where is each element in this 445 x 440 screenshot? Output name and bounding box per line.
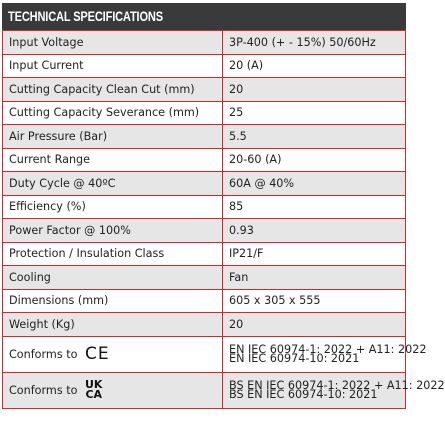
table-row — [3, 219, 406, 243]
row-value: 25 — [223, 101, 406, 125]
table-row — [3, 242, 406, 266]
row-label — [3, 336, 223, 372]
ce-mark-icon: CE — [85, 344, 110, 364]
row-label: Cooling — [3, 266, 223, 290]
row-label: Input Current — [3, 54, 223, 78]
row-label: Dimensions (mm) — [3, 289, 223, 313]
table-row — [3, 54, 406, 78]
table-row — [3, 78, 406, 102]
row-label: Weight (Kg) — [3, 313, 223, 337]
row-label: Input Voltage — [3, 31, 223, 55]
row-value — [223, 336, 427, 372]
row-value: 605 x 305 x 555 — [223, 289, 406, 313]
conformity-cell — [9, 380, 216, 400]
conformity-row-ce — [3, 336, 406, 372]
standard-line: BS EN IEC 60974-10: 2021 — [229, 388, 378, 401]
row-value: 20 — [223, 313, 406, 337]
row-label: Duty Cycle @ 40ºC — [3, 172, 223, 196]
row-label: Air Pressure (Bar) — [3, 125, 223, 149]
row-value: 3P-400 (+ - 15%) 50/60Hz — [223, 31, 406, 55]
row-value: 85 — [223, 195, 406, 219]
conformity-label: Conforms to — [9, 347, 78, 361]
spec-sheet — [2, 3, 445, 409]
table-row — [3, 313, 406, 337]
row-value: 0.93 — [223, 219, 406, 243]
table-row — [3, 266, 406, 290]
conformity-label: Conforms to — [9, 383, 78, 397]
table-row — [3, 31, 406, 55]
spec-table — [2, 30, 445, 409]
standard-line: BS EN IEC 60974-1: 2022 + A11: 2022 — [229, 378, 445, 392]
row-value: 5.5 — [223, 125, 406, 149]
row-label: Protection / Insulation Class — [3, 242, 223, 266]
row-label — [3, 372, 223, 408]
row-label: Current Range — [3, 148, 223, 172]
table-row — [3, 101, 406, 125]
table-row — [3, 148, 406, 172]
row-label: Cutting Capacity Clean Cut (mm) — [3, 78, 223, 102]
row-label: Power Factor @ 100% — [3, 219, 223, 243]
table-row — [3, 172, 406, 196]
row-label: Cutting Capacity Severance (mm) — [3, 101, 223, 125]
table-row — [3, 195, 406, 219]
standard-line: EN IEC 60974-1: 2022 + A11: 2022 — [229, 342, 427, 356]
table-row — [3, 125, 406, 149]
row-value: 20 — [223, 78, 406, 102]
conformity-cell — [9, 344, 216, 364]
spec-title: TECHNICAL SPECIFICATIONS — [2, 3, 406, 30]
row-label: Efficiency (%) — [3, 195, 223, 219]
row-value — [223, 372, 445, 408]
row-value: 20-60 (A) — [223, 148, 406, 172]
row-value: 20 (A) — [223, 54, 406, 78]
row-value: Fan — [223, 266, 406, 290]
row-value: IP21/F — [223, 242, 406, 266]
ukca-mark-icon: UK CA — [85, 378, 103, 401]
conformity-row-ukca — [3, 372, 406, 408]
table-row — [3, 289, 406, 313]
standard-line: EN IEC 60974-10: 2021 — [229, 352, 360, 365]
row-value: 60A @ 40% — [223, 172, 406, 196]
